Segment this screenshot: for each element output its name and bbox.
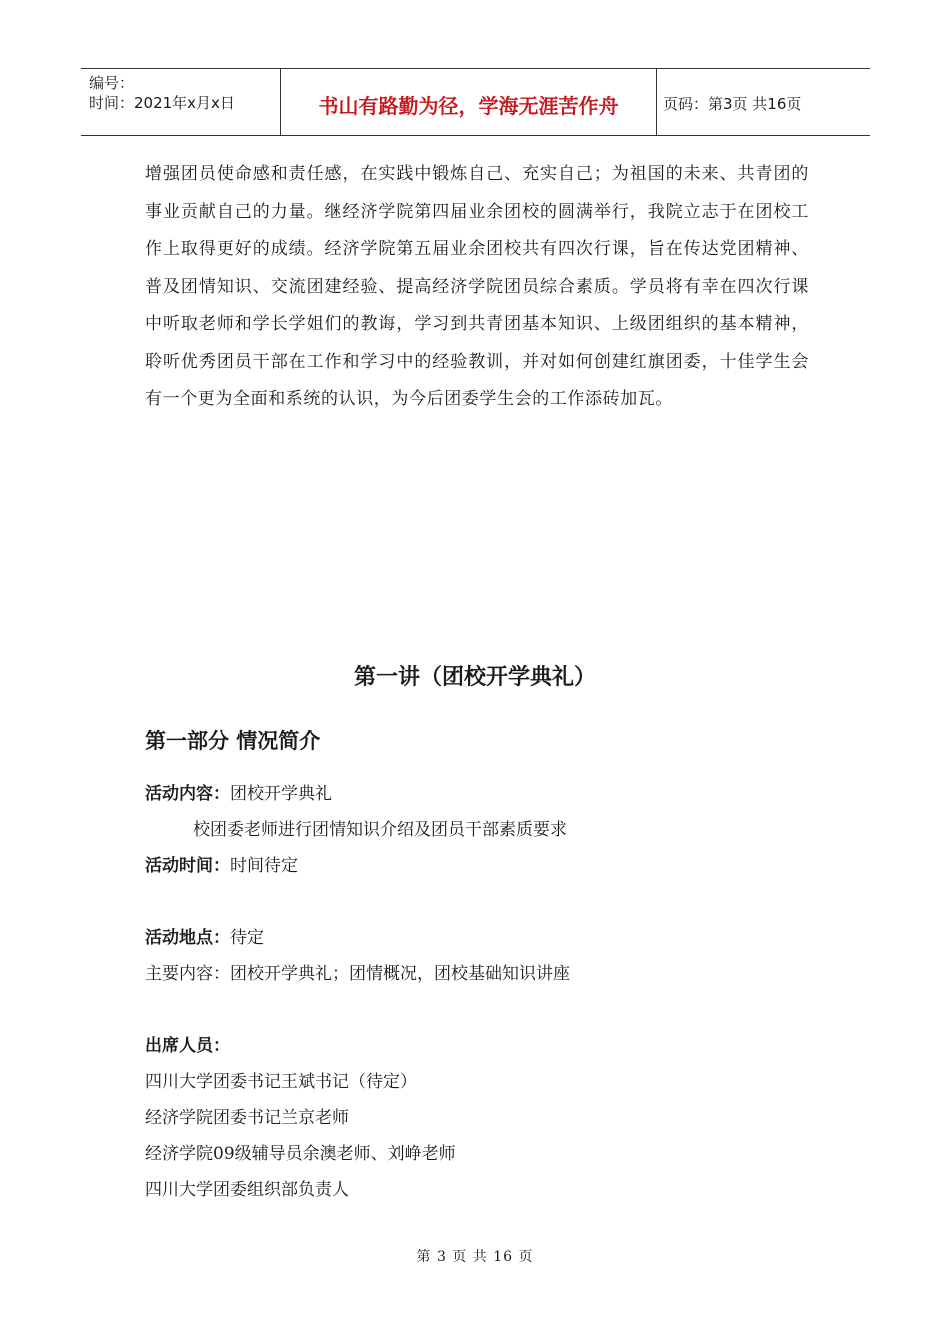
activity-content-detail: 校团委老师进行团情知识介绍及团员干部素质要求	[193, 820, 567, 840]
activity-time-value: 时间待定	[230, 856, 298, 876]
lecture-title: 第一讲（团校开学典礼）	[353, 665, 596, 690]
intro-paragraph: 增强团员使命感和责任感，在实践中锻炼自己、充实自己；为祖国的未来、共青团的事业贡献自己的力量。继经济学院第四届业余团校的圆满举行，我院立志于在团校工作上取得更好的成绩。经济学院第五届业余团校共有四次行课，旨在传达党团精神、普及团情知识、交流团建经验、提高经济学院团员综合素质。学员将有幸在四次行课中听取老师和学长学姐们的教诲，学习到共青团基本知识、上级团组织的基本精神，聆听优秀团员干部在工作和学习中的经验教训，并对如何创建红旗团委，十佳学生会有一个更为全面和系统的认识，为今后团委学生会的工作添砖加瓦。	[145, 164, 809, 409]
main-content-line: 主要内容：团校开学典礼；团情概况，团校基础知识讲座	[145, 964, 570, 984]
attendee-item: 经济学院团委书记兰京老师	[145, 1108, 349, 1128]
activity-content-value: 团校开学典礼	[230, 784, 332, 804]
activity-place-value: 待定	[230, 928, 264, 948]
header-motto: 书山有路勤为径，学海无涯苦作舟	[281, 69, 657, 135]
activity-place-line	[145, 923, 264, 948]
activity-time-line	[145, 851, 298, 876]
attendees-label: 出席人员：	[145, 1036, 230, 1056]
header-meta	[81, 69, 281, 135]
attendee-item: 四川大学团委组织部负责人	[145, 1180, 349, 1200]
section-title: 第一部分 情况简介	[145, 729, 321, 753]
header-time: 时间：2021年x月x日	[89, 94, 235, 112]
activity-content-label: 活动内容：	[145, 784, 230, 804]
header-number: 编号：	[89, 74, 135, 92]
activity-content-line	[145, 779, 332, 804]
attendee-item: 四川大学团委书记王斌书记（待定）	[145, 1072, 417, 1092]
attendee-item: 经济学院09级辅导员余澳老师、刘峥老师	[145, 1144, 456, 1164]
activity-time-label: 活动时间：	[145, 856, 230, 876]
activity-place-label: 活动地点：	[145, 928, 230, 948]
header-page-number: 页码：第3页 共16页	[663, 94, 802, 113]
page-footer: 第 3 页 共 16 页	[416, 1249, 534, 1265]
document-header	[81, 68, 870, 136]
